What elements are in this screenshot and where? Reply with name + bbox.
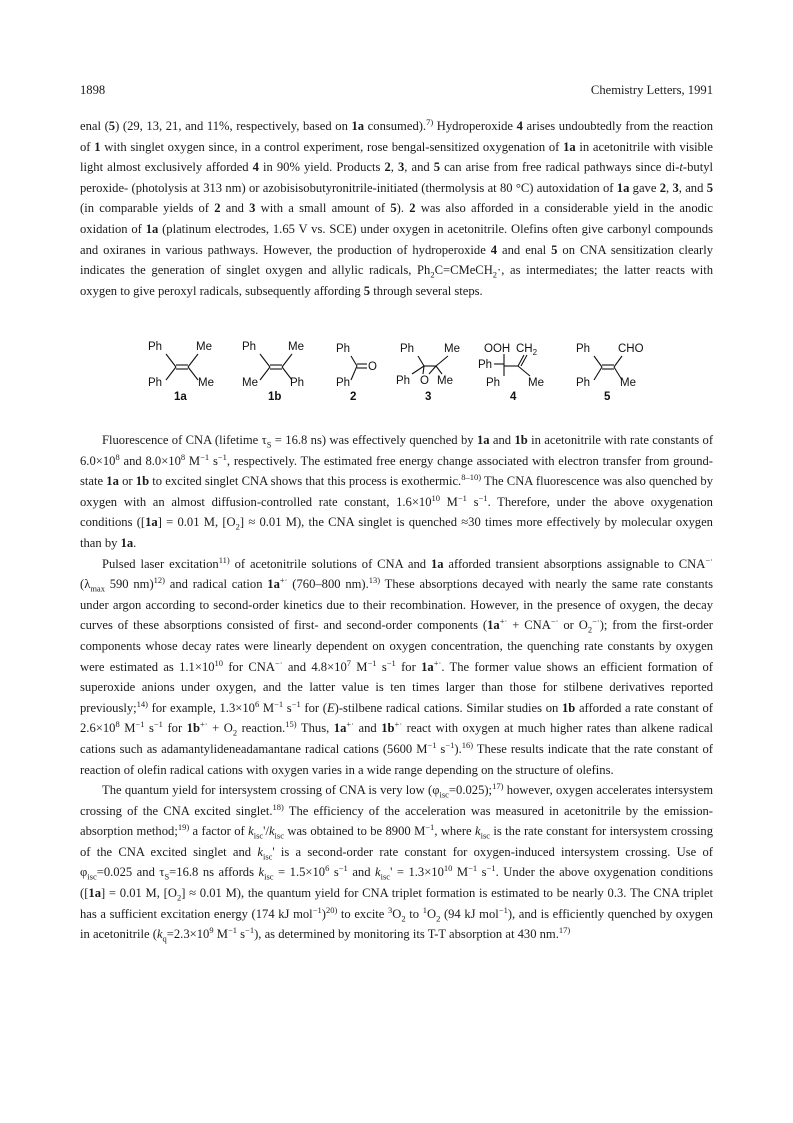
reference-7: 7) <box>426 116 434 127</box>
svg-text:Ph: Ph <box>242 341 257 353</box>
svg-text:Ph: Ph <box>290 377 305 389</box>
svg-text:O: O <box>368 361 377 373</box>
svg-text:Ph: Ph <box>576 343 591 355</box>
page-number: 1898 <box>80 83 106 97</box>
svg-text:Ph: Ph <box>148 341 163 353</box>
svg-text:Ph: Ph <box>336 377 351 389</box>
svg-text:Ph: Ph <box>576 377 591 389</box>
structure-4 <box>478 343 544 403</box>
running-header <box>80 83 713 99</box>
paragraph-laser-excitation: Pulsed laser excitation$^{11)}$ of acetonitrile solutions of CNA and 1a afforded transient absorptions assignable to CNA−· ($\lambda_{max}$ 590 nm)$^{12)}$ and radical cation 1a+· (760–800 nm).$^{13)}$ These absorptions decayed with nearly the same rate constants under argon according to second-order kinetics due to their recombination. However, in the presence of oxygen, the decay curves of these absorptions consisted of first- and second-order components (1a+· + CNA−· or $O_2^{-\cdot}$); from the first-order components whose decay rates were linearly dependent on oxygen concentration, the quenching rate constants by oxygen were estimated as $1.1\times 10^{10}$ for CNA−· and $4.8\times 10^7$ $M^{-1}$ $s^{-1}$ for 1a+·. The former value shows an efficient formation of superoxide anions under oxygen, and the latter value is ten times larger than those for stilbene derivatives reported previously;$^{14)}$ for example, $1.3\times 10^6$ $M^{-1}$ $s^{-1}$ for (E)-stilbene radical cations. Similar studies on 1b afforded a rate constant of $2.6\times 10^8$ $M^{-1}$ $s^{-1}$ for $1b^{+\cdot} + O_2$ reaction.$^{15)}$ Thus, 1a+· and 1b+· react with oxygen at much higher rates than alkene radical cations such as adamantylideneadamantane radical cations (5600 $M^{-1}$ $s^{-1}).^{16)}$ These results indicate that the rate constant of reaction of olefin radical cations with oxygen varies in a wide range depending on the structure of olefins. <box>80 554 714 777</box>
body-text <box>80 430 713 945</box>
svg-text:O: O <box>420 375 429 387</box>
structure-2 <box>336 343 377 403</box>
svg-text:Ph: Ph <box>486 377 501 389</box>
svg-text:CH2: $CH_2$ <box>516 343 538 357</box>
svg-text:OOH: OOH <box>484 343 511 355</box>
label-1b: 1b <box>268 391 282 403</box>
structure-scheme <box>136 338 676 404</box>
svg-text:Me: Me <box>196 341 212 353</box>
label-2: 2 <box>350 391 357 403</box>
paragraph-intersystem-crossing: The quantum yield for intersystem crossing of CNA is very low $(\varphi_{isc}=0.025);^{17)}$ however, oxygen accelerates intersystem crossing of the CNA excited singlet.$^{18)}$ The efficiency of the acceleration was measured in acetonitrile by the emission-absorption method;$^{19)}$ a factor of $k_{isc}'/k_{isc}$ was obtained to be 8900 $M^{-1}$, where $k_{isc}$ is the rate constant for intersystem crossing of the CNA excited singlet and $k_{isc}'$ is a second-order rate constant for oxygen-induced intersystem crossing. Use of $\varphi_{isc}=0.025$ and $\tau_S=16.8$ ns affords $k_{isc} = 1.5\times 10^6$ $s^{-1}$ and $k_{isc}' = 1.3\times 10^{10}$ $M^{-1}$ $s^{-1}$. Under the above oxygenation conditions ([1a] = 0.01 M, $[O_2] \approx 0.01$ M), the quantum yield for CNA triplet formation is estimated to be nearly 0.3. The CNA triplet has a sufficient excitation energy (174 kJ mol$^{-1}$)$^{20)}$ to excite $^3O_2$ to $^1O_2$ (94 kJ mol$^{-1}$), and is efficiently quenched by oxygen in acetonitrile ($k_q=2.3\times 10^9$ $M^{-1}$ $s^{-1}$), as determined by monitoring its T-T absorption at 430 nm.$^{17)}$ <box>80 780 714 944</box>
svg-text:Ph: Ph <box>396 375 411 387</box>
structure-5 <box>576 343 644 403</box>
structure-1b <box>242 341 304 403</box>
svg-text:Ph: Ph <box>478 359 493 371</box>
svg-text:Me: Me <box>198 377 214 389</box>
svg-text:Me: Me <box>528 377 544 389</box>
svg-text:Ph: Ph <box>400 343 415 355</box>
journal-title: Chemistry Letters, 1991 <box>590 83 713 97</box>
structure-1a <box>148 341 214 403</box>
svg-text:Me: Me <box>620 377 636 389</box>
svg-text:Me: Me <box>288 341 304 353</box>
svg-text:Me: Me <box>437 375 453 387</box>
svg-text:Me: Me <box>242 377 258 389</box>
label-5: 5 <box>604 391 611 403</box>
svg-text:Me: Me <box>444 343 460 355</box>
label-3: 3 <box>425 391 432 403</box>
svg-text:Ph: Ph <box>336 343 351 355</box>
label-1a: 1a <box>174 391 187 403</box>
label-4: 4 <box>510 391 517 403</box>
svg-text:Ph: Ph <box>148 377 163 389</box>
structure-3 <box>396 343 460 403</box>
paragraph-fluorescence: Fluorescence of CNA (lifetime $\tau_S = 16.8$ ns) was effectively quenched by 1a and 1b in acetonitrile with rate constants of $6.0\times 10^8$ and $8.0\times 10^8$ $M^{-1}$ $s^{-1}$, respectively. The estimated free energy change associated with electron transfer from ground-state 1a or 1b to excited singlet CNA shows that this process is exothermic.$^{8-10)}$ The CNA fluorescence was also quenched by oxygen with an almost diffusion-controlled rate constant, $1.6\times 10^{10}$ $M^{-1}$ $s^{-1}$. Therefore, under the above oxygenation conditions ([1a] = 0.01 M, $[O_2] \approx 0.01$ M), the CNA singlet is quenched ≈30 times more effectively by molecular oxygen than by 1a. <box>80 433 714 550</box>
svg-text:CHO: CHO <box>618 343 644 355</box>
paragraph-products: enal (5) (29, 13, 21, and 11%, respectively, based on 1a consumed).$^{7)}$ Hydroperoxide 4 arises undoubtedly from the reaction of 1 with singlet oxygen since, in a control experiment, rose bengal-sensitized oxygenation of 1a in acetonitrile with visible light almost exclusively afforded 4 in 90% yield. Products 2, 3, and 5 can arise from free radical pathways since di-t-butyl peroxide- (photolysis at 313 nm) or azobisisobutyronitrile-initiated (thermolysis at 80 °C) autoxidation of 1a gave 2, 3, and 5 (in comparable yields of 2 and 3 with a small amount of 5). 2 was also afforded in a considerable yield in the anodic oxidation of 1a (platinum electrodes, 1.65 V vs. SCE) under oxygen in acetonitrile. Olefins often give carbonyl compounds and oxiranes in various pathways. However, the production of hydroperoxide 4 and enal 5 on CNA sensitization clearly indicates the generation of singlet oxygen and allylic radicals, $Ph_2C=CMeCH_2\cdot$, as intermediates; the latter reacts with oxygen to give peroxyl radicals, subsequently affording 5 through several steps. <box>80 116 714 298</box>
